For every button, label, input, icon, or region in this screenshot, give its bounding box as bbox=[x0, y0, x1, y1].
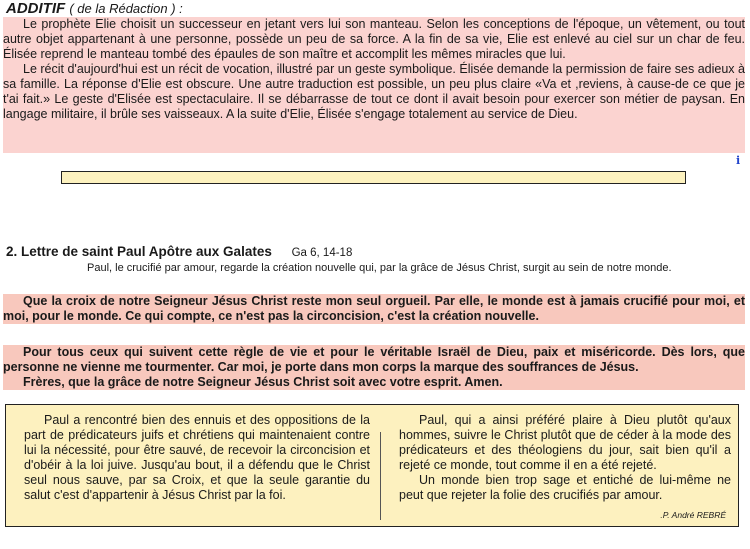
additif-heading bbox=[6, 0, 183, 17]
commentary-right-paragraph-2: Un monde bien trop sage et entiché de lui-même ne peut que rejeter la folie des crucifiés par amour. bbox=[399, 473, 731, 502]
yellow-divider-bar bbox=[61, 171, 686, 184]
commentary-signature: .P. André REBRÉ bbox=[660, 510, 726, 520]
additif-subtitle: ( de la Rédaction ) : bbox=[69, 1, 183, 16]
reading-paragraph-1-block bbox=[3, 294, 745, 324]
reading-paragraph-2-block bbox=[3, 345, 745, 390]
additif-title: ADDITIF bbox=[6, 0, 66, 17]
commentary-left-column bbox=[24, 413, 370, 503]
reading-paragraph-2: Pour tous ceux qui suivent cette règle de vie et pour le véritable Israël de Dieu, paix et miséricorde. Dès lors, que personne ne vienne me tourmenter. Car moi, je porte dans mon corps la marque des souffrances de Jésus. bbox=[3, 345, 745, 374]
additif-paragraph-1: Le prophète Elie choisit un successeur en jetant vers lui son manteau. Selon les conceptions de l'époque, un vêtement, ou tout autre objet appartenant à une personne, possède un peu de sa force. A la fin de sa vie, Elie est enlevé au ciel sur un char de feu. Élisée reprend le manteau tombé des épaules de son maître et accomplit les mêmes miracles que lui. bbox=[3, 17, 745, 61]
reading-heading bbox=[6, 244, 352, 259]
info-icon[interactable]: i bbox=[736, 154, 741, 167]
reading-paragraph-1: Que la croix de notre Seigneur Jésus Christ reste mon seul orgueil. Par elle, le monde est à jamais crucifié pour moi, et moi, pour le monde. Ce qui compte, ce n'est pas la circoncision, c'est la création nouvelle. bbox=[3, 294, 745, 323]
reading-subtitle: Paul, le crucifié par amour, regarde la création nouvelle qui, par la grâce de Jésus Christ, surgit au sein de notre monde. bbox=[87, 262, 672, 274]
reading-paragraph-3: Frères, que la grâce de notre Seigneur Jésus Christ soit avec votre esprit. Amen. bbox=[23, 375, 503, 389]
commentary-left-text: Paul a rencontré bien des ennuis et des oppositions de la part de prédicateurs juifs et chrétiens qui maintenaient contre lui la nécessité, pour être sauvé, de recevoir la circoncision et d'obéir à la loi juive. Jusqu'au bout, il a défendu que le Christ seul nous sauve, par sa Croix, et que la seule garantie du salut c'est d'appartenir à Jésus Christ par la foi. bbox=[24, 413, 370, 502]
reading-reference: Ga 6, 14-18 bbox=[291, 247, 353, 259]
commentary-right-paragraph-1: Paul, qui a ainsi préféré plaire à Dieu plutôt qu'aux hommes, suivre le Christ plutôt que de céder à la mode des prédicateurs et des théologiens du jour, sait bien qu'il a rejeté ce monde, tout comme il en a été rejeté. bbox=[399, 413, 731, 472]
commentary-box bbox=[5, 404, 739, 527]
commentary-right-column bbox=[399, 413, 731, 503]
commentary-column-divider bbox=[380, 432, 381, 520]
additif-paragraph-2: Le récit d'aujourd'hui est un récit de vocation, illustré par un geste symbolique. Élisée demande la permission de faire ses adieux à sa famille. La réponse d'Elie est obscure. Une autre traduction est possible, un peu plus claire «Va et ,reviens, à cause-de ce que je t'ai fait.» Le geste d'Elisée est spectaculaire. Il se débarrasse de tout ce dont il avait besoin pour exercer son métier de paysan. En langage militaire, il brûle ses vaisseaux. A la suite d'Elie, Élisée s'engage totalement au service de Dieu. bbox=[3, 62, 745, 121]
reading-title: 2. Lettre de saint Paul Apôtre aux Galates bbox=[6, 244, 272, 259]
additif-text-block bbox=[3, 17, 745, 153]
